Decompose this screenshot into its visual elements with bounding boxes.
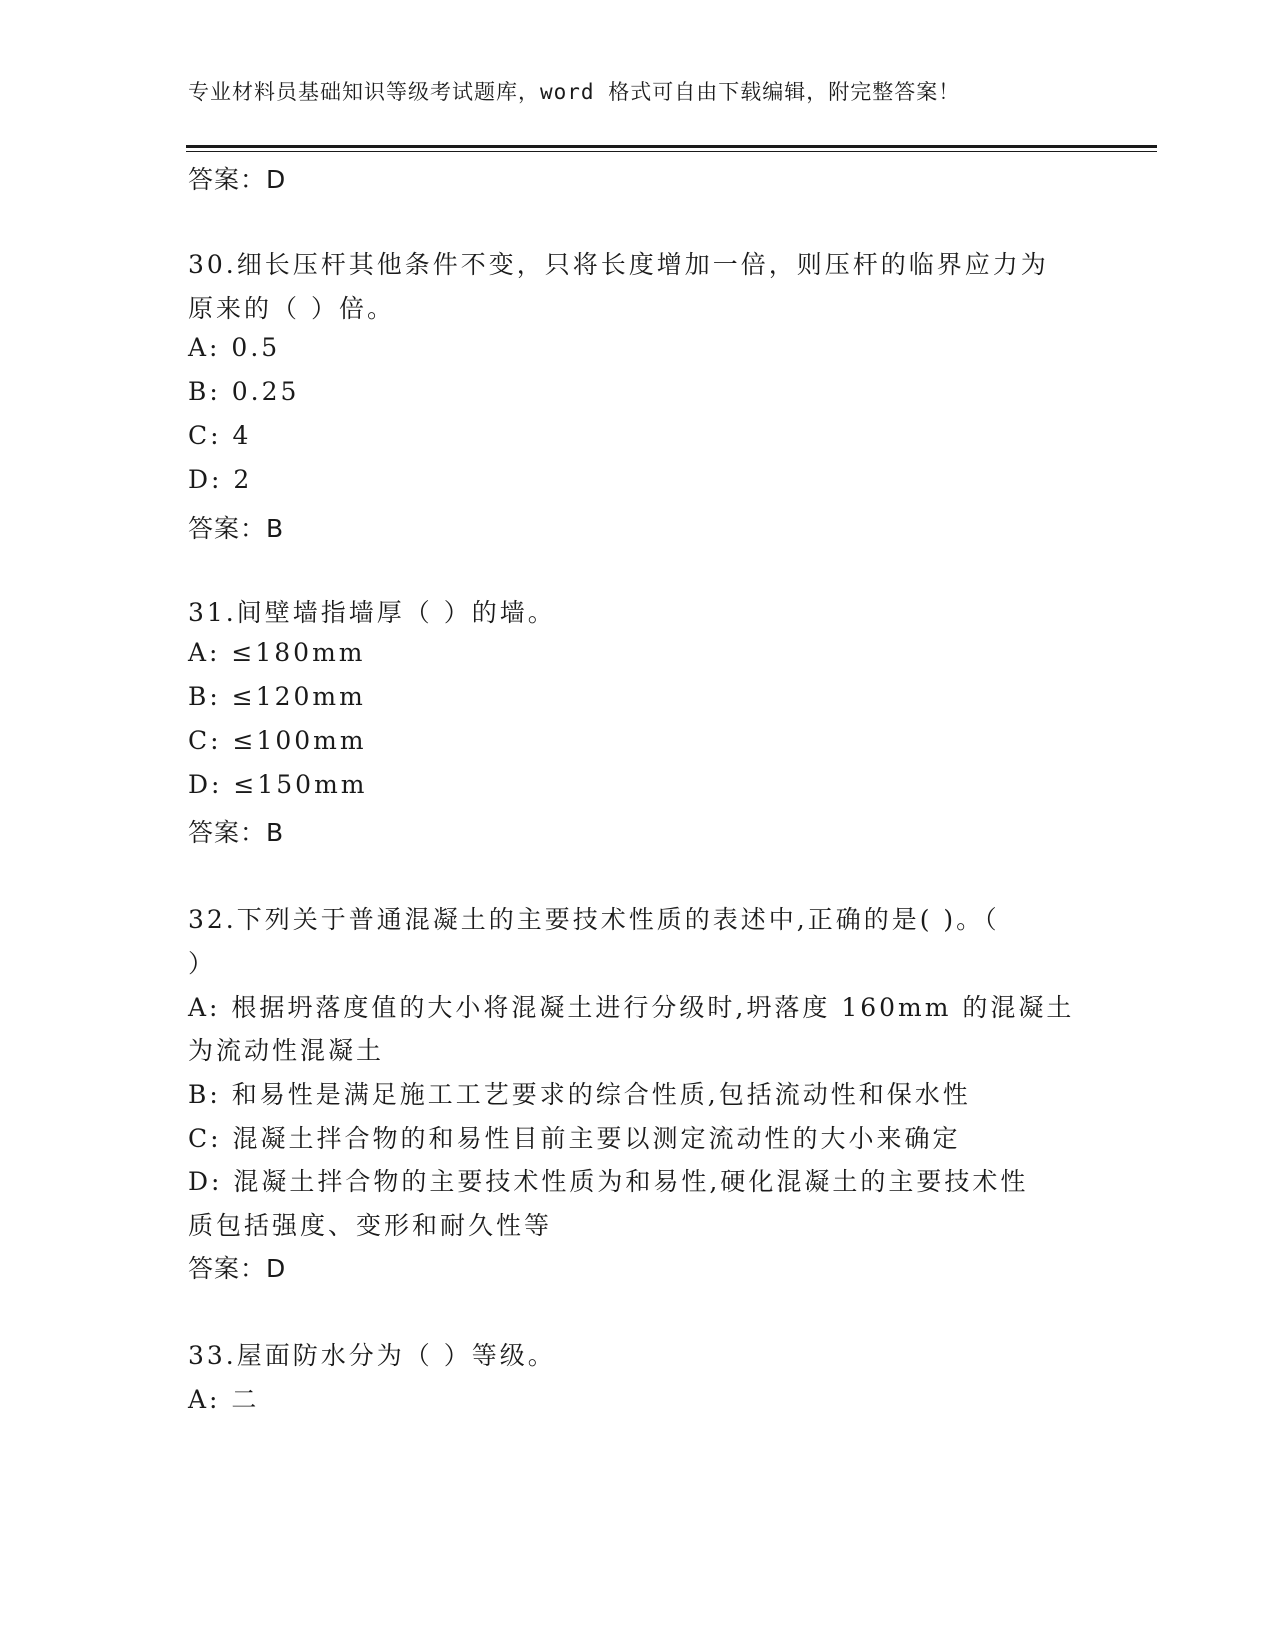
q33-option-a: A: 二: [188, 1385, 260, 1414]
q31-option-c: C: ≤100mm: [188, 726, 367, 755]
q30-option-b: B: 0.25: [188, 377, 300, 406]
q31-option-d: D: ≤150mm: [188, 770, 368, 799]
q31-option-a: A: ≤180mm: [188, 638, 366, 667]
q32-option-b: B: 和易性是满足施工工艺要求的综合性质,包括流动性和保水性: [188, 1080, 971, 1109]
q32-option-a-line2: 为流动性混凝土: [188, 1036, 385, 1065]
q32-answer: 答案：D: [188, 1254, 287, 1283]
q32-stem-line2: ）: [188, 949, 217, 978]
q32-option-d-line2: 质包括强度、变形和耐久性等: [188, 1211, 553, 1240]
q31-stem: 31.间壁墙指墙厚（ ）的墙。: [188, 598, 556, 627]
q30-option-d: D: 2: [188, 465, 253, 494]
q30-answer: 答案：B: [188, 514, 285, 543]
q30-option-a: A: 0.5: [188, 333, 281, 362]
q32-option-d-line1: D: 混凝土拌合物的主要技术性质为和易性,硬化混凝土的主要技术性: [188, 1167, 1029, 1196]
header-rule-thick: [186, 145, 1157, 148]
q30-stem-line2: 原来的（ ）倍。: [188, 294, 395, 323]
q32-option-a-line1: A: 根据坍落度值的大小将混凝土进行分级时,坍落度 160mm 的混凝土: [188, 993, 1075, 1022]
q32-stem-line1: 32.下列关于普通混凝土的主要技术性质的表述中,正确的是( )。（: [188, 905, 1000, 934]
q31-answer: 答案：B: [188, 818, 285, 847]
q30-option-c: C: 4: [188, 421, 252, 450]
prev-answer: 答案：D: [188, 165, 287, 194]
header-rule-thin: [186, 151, 1157, 152]
q33-stem: 33.屋面防水分为（ ）等级。: [188, 1341, 556, 1370]
q31-option-b: B: ≤120mm: [188, 682, 366, 711]
q32-option-c: C: 混凝土拌合物的和易性目前主要以测定流动性的大小来确定: [188, 1124, 961, 1153]
page-header: 专业材料员基础知识等级考试题库，word 格式可自由下载编辑，附完整答案！: [188, 80, 961, 104]
q30-stem-line1: 30.细长压杆其他条件不变，只将长度增加一倍，则压杆的临界应力为: [188, 250, 1049, 279]
